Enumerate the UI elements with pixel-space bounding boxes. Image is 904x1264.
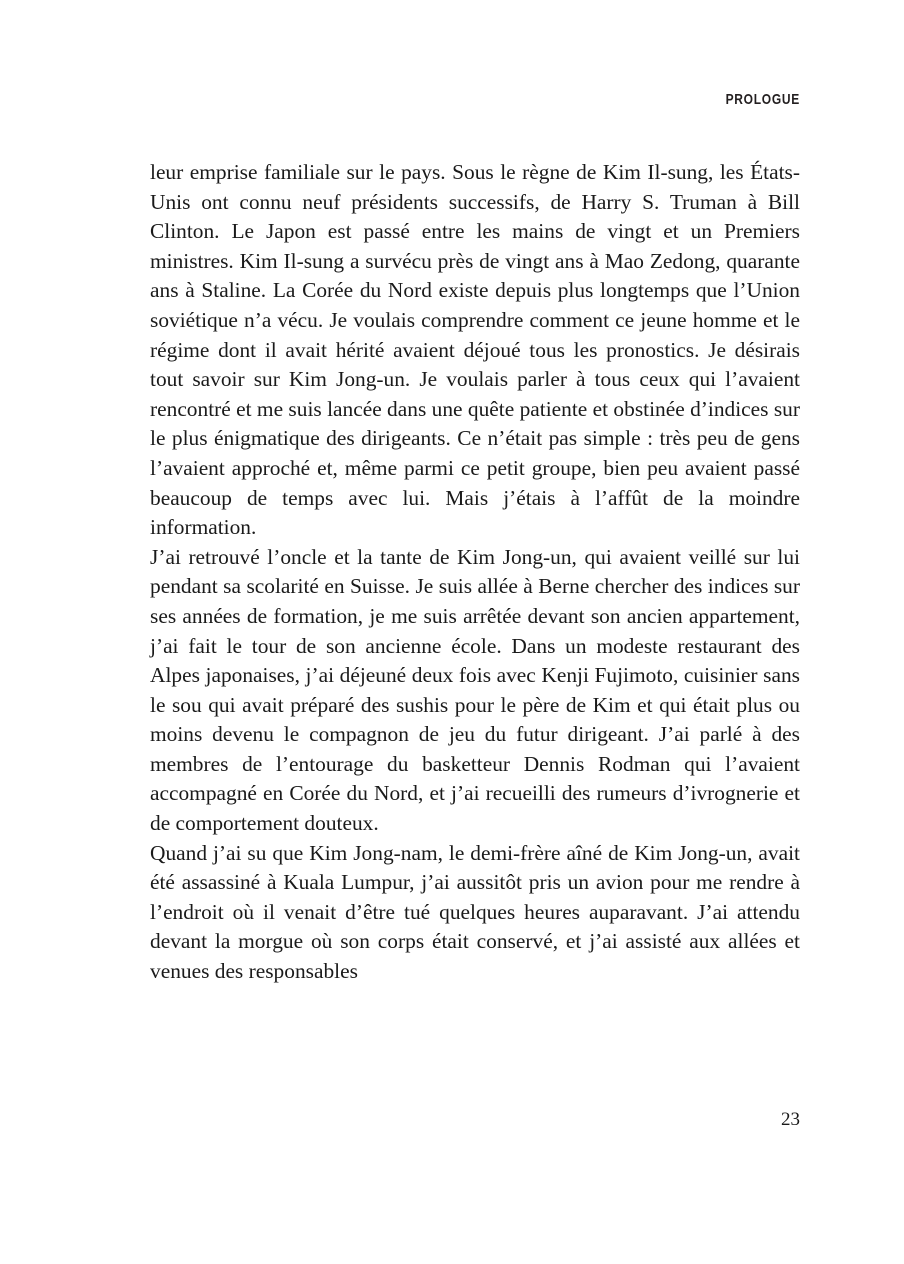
body-paragraph: leur emprise familiale sur le pays. Sous le règne de Kim Il-sung, les États-Unis ont connu neuf présidents successifs, de Harry S. Truman à Bill Clinton. Le Japon est passé entre les mains de vingt et un Premiers ministres. Kim Il-sung a survécu près de vingt ans à Mao Zedong, quarante ans à Staline. La Corée du Nord existe depuis plus longtemps que l’Union soviétique n’a vécu. Je voulais comprendre comment ce jeune homme et le régime dont il avait hérité avaient déjoué tous les pronostics. Je désirais tout savoir sur Kim Jong-un. Je voulais parler à tous ceux qui l’avaient rencontré et me suis lancée dans une quête patiente et obstinée d’indices sur le plus énigmatique des dirigeants. Ce n’était pas simple : très peu de gens l’avaient approché et, même parmi ce petit groupe, bien peu avaient passé beaucoup de temps avec lui. Mais j’étais à l’affût de la moindre information. [150,160,800,540]
body-text-block [150,158,800,987]
body-paragraph: Quand j’ai su que Kim Jong-nam, le demi-frère aîné de Kim Jong-un, avait été assassiné à Kuala Lumpur, j’ai aussitôt pris un avion pour me rendre à l’endroit où il venait d’être tué quelques heures auparavant. J’ai attendu devant la morgue où son corps était conservé, et j’ai assisté aux allées et venues des responsables [150,840,800,984]
page-number: 23 [781,1109,800,1130]
running-head: PROLOGUE [725,91,800,108]
body-paragraph: J’ai retrouvé l’oncle et la tante de Kim Jong-un, qui avaient veillé sur lui pendant sa scolarité en Suisse. Je suis allée à Berne chercher des indices sur ses années de formation, je me suis arrêtée devant son ancien appartement, j’ai fait le tour de son ancienne école. Dans un modeste restaurant des Alpes japonaises, j’ai déjeuné deux fois avec Kenji Fujimoto, cuisinier sans le sou qui avait préparé des sushis pour le père de Kim et qui était plus ou moins devenu le compagnon de jeu du futur dirigeant. J’ai parlé à des membres de l’entourage du basketteur Dennis Rodman qui l’avaient accompagné en Corée du Nord, et j’ai recueilli des rumeurs d’ivrognerie et de comportement douteux. [150,544,800,836]
